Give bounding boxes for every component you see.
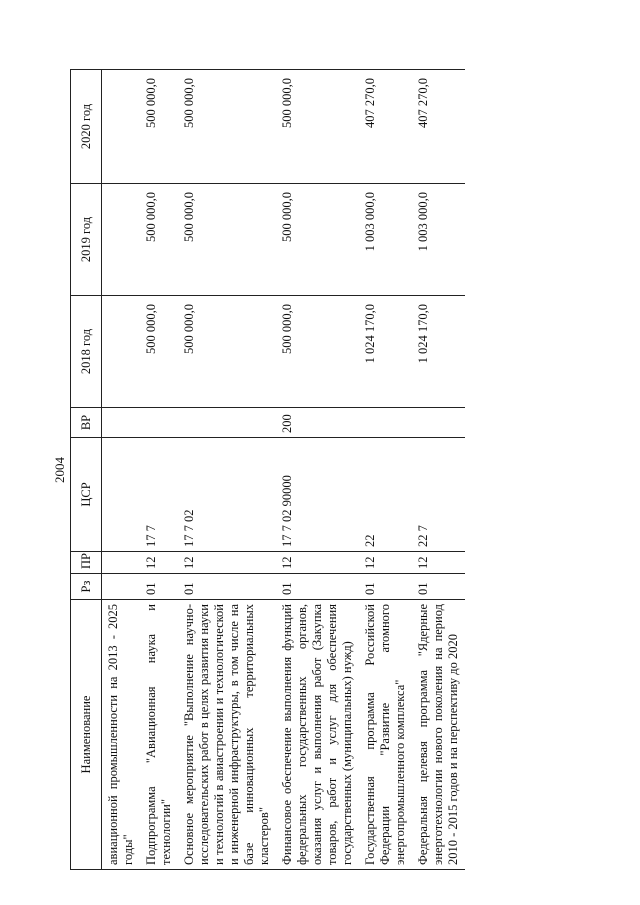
row-csr: 17 7 02 90000 [276, 438, 359, 552]
row-csr: 22 7 [412, 438, 465, 552]
row-name: Основное мероприятие "Выполнение научно-исследовательских работ в целях развития науки и технологий в авиастроении и технологической и инженерной инфраструктуры, в том числе на базе инновационных территориальных кластеров" [178, 600, 276, 870]
page-number: 2004 [52, 457, 67, 483]
row-pr: 12 [140, 552, 178, 574]
row-csr [102, 438, 141, 552]
row-pr: 12 [412, 552, 465, 574]
row-2018: 500 000,0 [276, 296, 359, 408]
table-row [412, 70, 465, 870]
row-name: Финансовое обеспечение выполнения функций федеральных государственных органов, оказания услуг и выполнения работ (Закупка товаров, работ и услуг для обеспечения государственных (муниципальных) нужд) [276, 600, 359, 870]
table-row [276, 70, 359, 870]
row-pr [102, 552, 141, 574]
row-csr: 22 [359, 438, 412, 552]
row-2018 [102, 296, 141, 408]
header-2020: 2020 год [71, 70, 102, 184]
row-pr: 12 [178, 552, 276, 574]
row-vr [102, 408, 141, 438]
row-name: Федеральная целевая программа "Ядерные энерготехнологии нового поколения на период 2010 - 2015 годов и на перспективу до 2020 [412, 600, 465, 870]
row-rz: 01 [276, 574, 359, 600]
row-2019: 500 000,0 [276, 184, 359, 296]
row-2020: 407 270,0 [412, 70, 465, 184]
header-name: Наименование [71, 600, 102, 870]
row-vr [412, 408, 465, 438]
row-2018: 500 000,0 [140, 296, 178, 408]
row-2020: 500 000,0 [178, 70, 276, 184]
header-2018: 2018 год [71, 296, 102, 408]
row-name: Подпрограмма "Авиационная наука и технологии" [140, 600, 178, 870]
row-2019 [102, 184, 141, 296]
header-vr: ВР [71, 408, 102, 438]
row-pr: 12 [276, 552, 359, 574]
row-2018: 500 000,0 [178, 296, 276, 408]
row-name: авиационной промышленности на 2013 - 2025 годы" [102, 600, 141, 870]
table-row [359, 70, 412, 870]
row-rz: 01 [359, 574, 412, 600]
row-name: Государственная программа Российской Федерации "Развитие атомного энергопромышленного комплекса" [359, 600, 412, 870]
table-row [102, 70, 141, 870]
header-pr: ПР [71, 552, 102, 574]
row-pr: 12 [359, 552, 412, 574]
budget-table [70, 69, 465, 870]
row-2020: 500 000,0 [276, 70, 359, 184]
rotated-content [52, 70, 590, 870]
row-vr [359, 408, 412, 438]
header-csr: ЦСР [71, 438, 102, 552]
row-2019: 500 000,0 [178, 184, 276, 296]
row-vr [178, 408, 276, 438]
row-rz: 01 [140, 574, 178, 600]
row-2019: 1 003 000,0 [412, 184, 465, 296]
row-2020: 407 270,0 [359, 70, 412, 184]
header-2019: 2019 год [71, 184, 102, 296]
row-csr: 17 7 02 [178, 438, 276, 552]
row-2018: 1 024 170,0 [359, 296, 412, 408]
row-rz: 01 [412, 574, 465, 600]
row-vr: 200 [276, 408, 359, 438]
row-2019: 500 000,0 [140, 184, 178, 296]
row-2020: 500 000,0 [140, 70, 178, 184]
row-2019: 1 003 000,0 [359, 184, 412, 296]
row-rz [102, 574, 141, 600]
row-vr [140, 408, 178, 438]
row-csr: 17 7 [140, 438, 178, 552]
table-row [140, 70, 178, 870]
row-rz: 01 [178, 574, 276, 600]
header-rz: Рз [71, 574, 102, 600]
table-row [178, 70, 276, 870]
row-2018: 1 024 170,0 [412, 296, 465, 408]
row-2020 [102, 70, 141, 184]
table-header-row [71, 70, 102, 870]
